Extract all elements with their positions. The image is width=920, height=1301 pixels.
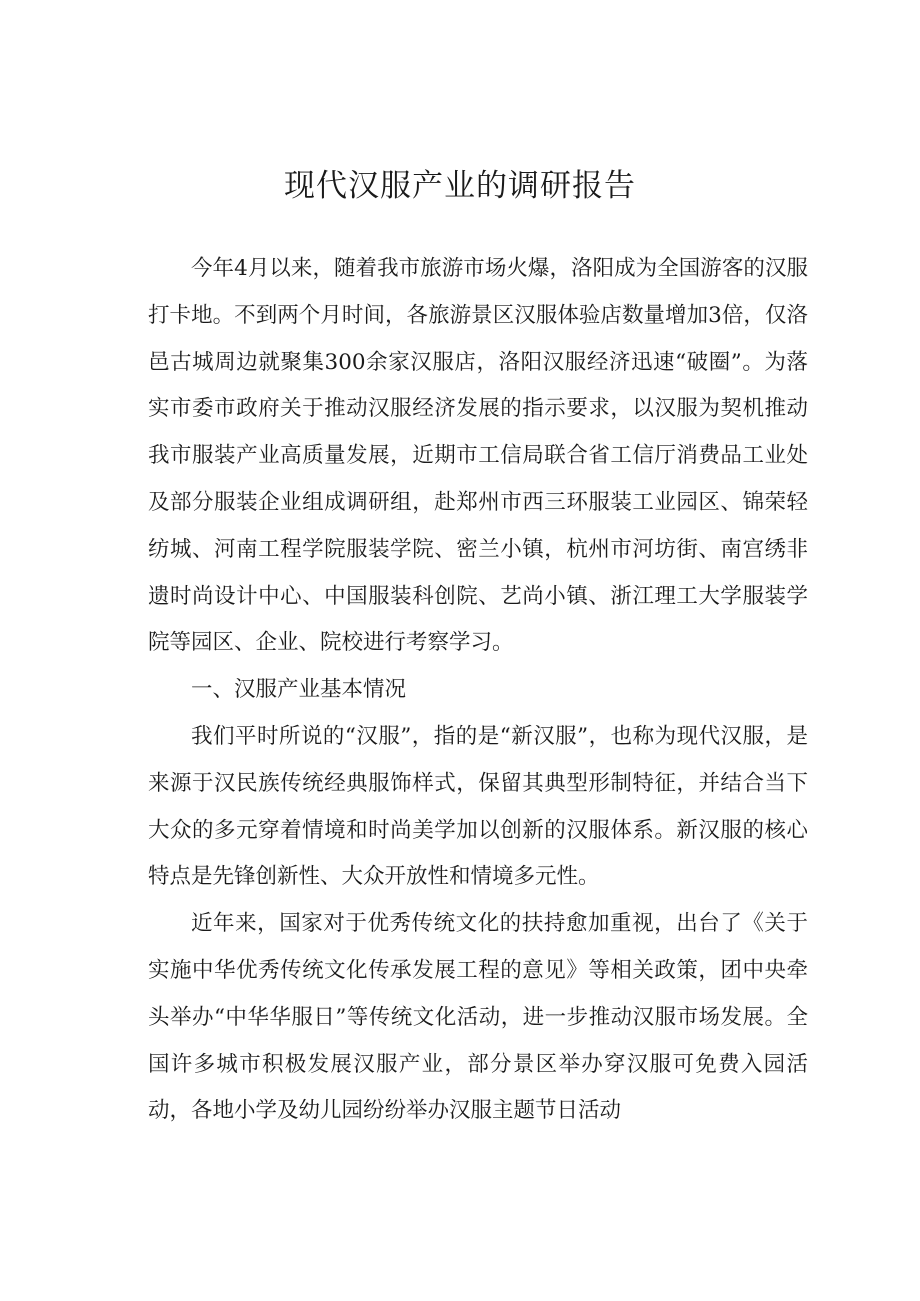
document-title: 现代汉服产业的调研报告 bbox=[284, 168, 636, 204]
document-body bbox=[148, 246, 808, 1135]
paragraph-definition: 我们平时所说的“汉服”，指的是“新汉服”，也称为现代汉服，是来源于汉民族传统经典服饰样式，保留其典型形制特征，并结合当下大众的多元穿着情境和时尚美学加以创新的汉服体系。新汉服的核心特点是先锋创新性、大众开放性和情境多元性。 bbox=[148, 723, 808, 890]
paragraph-intro: 今年4月以来，随着我市旅游市场火爆，洛阳成为全国游客的汉服打卡地。不到两个月时间，各旅游景区汉服体验店数量增加3倍，仅洛邑古城周边就聚集300余家汉服店，洛阳汉服经济迅速“破圈”。为落实市委市政府关于推动汉服经济发展的指示要求，以汉服为契机推动我市服装产业高质量发展，近期市工信局联合省工信厅消费品工业处及部分服装企业组成调研组，赴郑州市西三环服装工业园区、锦荣轻纺城、河南工程学院服装学院、密兰小镇，杭州市河坊街、南宫绣非遗时尚设计中心、中国服装科创院、艺尚小镇、浙江理工大学服装学院等园区、企业、院校进行考察学习。 bbox=[148, 256, 808, 656]
paragraph-policy: 近年来，国家对于优秀传统文化的扶持愈加重视，出台了《关于实施中华优秀传统文化传承发展工程的意见》等相关政策，团中央牵头举办“中华华服日”等传统文化活动，进一步推动汉服市场发展。全国许多城市积极发展汉服产业，部分景区举办穿汉服可免费入园活动，各地小学及幼儿园纷纷举办汉服主题节日活动 bbox=[148, 911, 808, 1124]
section-heading-basic-situation: 一、汉服产业基本情况 bbox=[191, 677, 407, 703]
